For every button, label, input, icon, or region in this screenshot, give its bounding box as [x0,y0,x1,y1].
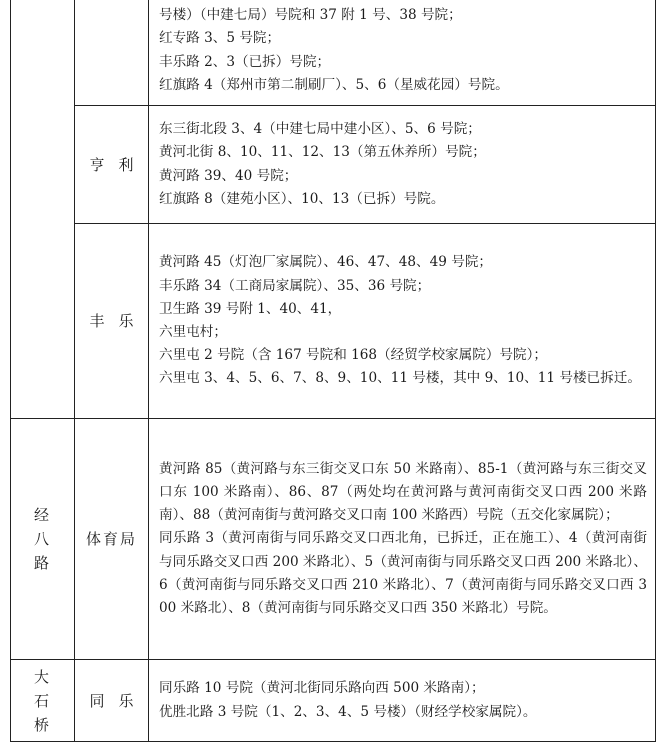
scope-cell [149,106,656,224]
table-row [11,106,656,224]
scope-line: 红旗路 4（郑州市第二制刷厂）、5、6（星威花园）号院。 [159,76,509,93]
community-cell: 丰乐 [75,224,149,419]
office-cell [11,0,75,419]
office-cell: 经八路 [11,419,75,660]
scope-line: 红专路 3、5 号院； [159,30,281,47]
scope-line: 丰乐路 2、3（已拆）号院； [159,53,331,70]
scope-line: 黄河路 45（灯泡厂家属院）、46、47、48、49 号院； [159,254,493,271]
scope-line: 卫生路 39 号附 1、40、41， [159,300,342,317]
scope-line: 黄河北街 8、10、11、12、13（第五休养所）号院； [159,144,486,161]
table-row [11,0,656,106]
scope-line: 六里屯 2 号院（含 167 号院和 168（经贸学校家属院）号院）； [159,347,548,364]
scope-line: 红旗路 8（建苑小区）、10、13（已拆）号院。 [159,190,445,207]
scope-line: 黄河路 39、40 号院； [159,167,298,184]
table-row [11,419,656,660]
scope-line: 优胜北路 3 号院（1、2、3、4、5 号楼）（财经学校家属院）。 [159,703,537,720]
office-cell: 大石桥 [11,660,75,742]
scope-line: 号楼）（中建七局）号院和 37 附 1 号、38 号院； [159,7,462,24]
scope-cell [149,224,656,419]
scope-cell [149,0,656,106]
scope-cell [149,419,656,660]
district-assignment-table [10,0,656,742]
scope-line: 东三街北段 3、4（中建七局中建小区）、5、6 号院； [159,121,481,138]
table-row [11,660,656,742]
community-cell: 体育局 [75,419,149,660]
community-cell: 同乐 [75,660,149,742]
scope-line: 黄河路 85（黄河路与东三街交叉口东 50 米路南）、85-1（黄河路与东三街交叉口东 100 米路南）、86、87（两处均在黄河路与黄河南街交叉口西 200 米路南）、88（黄河南街与黄河路交叉口南 100 米路西）号院（五交化家属院）； [159,460,647,524]
scope-cell [149,660,656,742]
scope-line: 同乐路 10 号院（黄河北街同乐路向西 500 米路南）； [159,680,485,697]
community-cell: 亨利 [75,106,149,224]
community-cell [75,0,149,106]
table-row [11,224,656,419]
scope-line: 同乐路 3（黄河南街与同乐路交叉口西北角，已拆迁，正在施工）、4（黄河南街与同乐路交叉口西 200 米路北）、5（黄河南街与同乐路交叉口西 200 米路北）、6（黄河南街与同乐路交叉口西 210 米路北）、7（黄河南街与同乐路交叉口西 300 米路北）、8（黄河南街与同乐路交叉口西 350 米路北）号院。 [159,530,647,616]
scope-line: 丰乐路 34（工商局家属院）、35、36 号院； [159,277,431,294]
scope-line: 六里屯 3、4、5、6、7、8、9、10、11 号楼，其中 9、10、11 号楼已拆迁。 [159,370,641,387]
scope-line: 六里屯村； [159,324,227,340]
